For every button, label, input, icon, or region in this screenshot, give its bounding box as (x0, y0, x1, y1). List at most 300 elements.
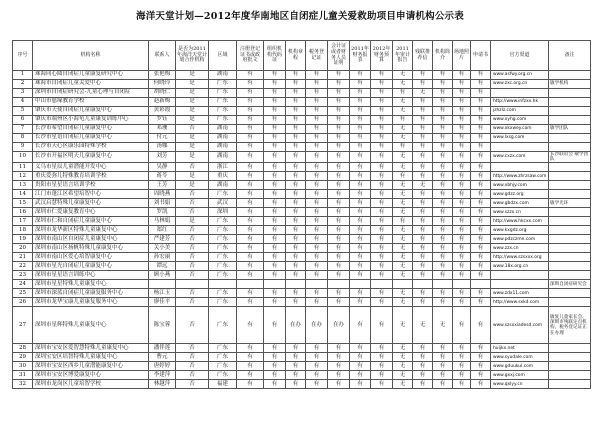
doc-check (393, 280, 413, 289)
header-seq: 序号 (13, 41, 33, 71)
doc-check: 有 (264, 71, 286, 80)
row-seq: 31 (13, 371, 33, 380)
table-row (13, 353, 591, 362)
doc-check (306, 280, 328, 289)
doc-check: 有 (453, 199, 471, 208)
remark (549, 371, 591, 380)
region: 广东 (209, 107, 237, 116)
remark: 敏学机构 (549, 80, 591, 89)
doc-check: 有 (433, 80, 453, 89)
doc-check: 有 (237, 362, 264, 371)
official-channel (491, 280, 549, 289)
doc-check: 有 (264, 80, 286, 89)
partner-flag: 是 (176, 134, 209, 143)
doc-check: 有 (413, 235, 433, 244)
doc-check: 有 (237, 307, 264, 344)
doc-check: 有 (264, 208, 286, 217)
partner-flag: 是 (176, 181, 209, 190)
partner-flag: 是 (176, 172, 209, 181)
doc-check: 有 (350, 271, 371, 280)
org-name: 重庆爱弥儿特殊教育培训学校 (33, 172, 149, 181)
official-channel: www.xkxwey.com (491, 125, 549, 134)
doc-check: 有 (237, 199, 264, 208)
doc-check: 有 (413, 143, 433, 152)
remark: 敏复儿童家长会、深圳市残联定点机构，税务登记证正在办理 (549, 307, 591, 344)
doc-check: 在办 (286, 307, 306, 344)
doc-check: 有 (433, 353, 453, 362)
doc-check: 有 (471, 199, 491, 208)
remark (549, 298, 591, 307)
doc-check: 有 (237, 143, 264, 152)
doc-check: 有 (433, 208, 453, 217)
remark (549, 217, 591, 226)
partner-flag: 否 (176, 125, 209, 134)
table-row (13, 71, 591, 80)
doc-check: 有 (237, 253, 264, 262)
doc-check: 有 (237, 152, 264, 163)
official-channel: www.qxlyy.cn (491, 380, 549, 389)
doc-check: 有 (328, 89, 350, 98)
org-name: 武汉启慧特殊儿童康复中心 (33, 199, 149, 208)
doc-check: 有 (306, 143, 328, 152)
official-channel: www.zxc.org.cn (491, 80, 549, 89)
official-channel: http://www.szsxxx.org (491, 253, 549, 262)
remark: 敏学团队 (549, 125, 591, 134)
contact-name: 杨江玉 (149, 289, 176, 298)
org-name: 长沙市天心区康乐园特殊学校 (33, 143, 149, 152)
region: 湖南 (209, 134, 237, 143)
doc-check: 有 (371, 289, 393, 298)
org-name: 深圳市星辉特殊儿童康复中心 (33, 307, 149, 344)
contact-name: 张艳梅 (149, 71, 176, 80)
remark (549, 143, 591, 152)
region: 广东 (209, 271, 237, 280)
doc-check: 有 (433, 98, 453, 107)
doc-check: 有 (453, 298, 471, 307)
doc-check: 有 (328, 344, 350, 353)
header-charter: 机构章程 (286, 41, 306, 71)
doc-check: 有 (264, 380, 286, 389)
remark: 敏学光环 (549, 199, 591, 208)
doc-check: 有 (286, 262, 306, 271)
row-seq: 32 (13, 380, 33, 389)
doc-check: 有 (393, 217, 413, 226)
doc-check: 有 (350, 71, 371, 80)
table-row (13, 208, 591, 217)
doc-check: 有 (286, 208, 306, 217)
doc-check: 有 (264, 199, 286, 208)
contact-name: 廖佳平 (149, 298, 176, 307)
doc-check: 有 (371, 307, 393, 344)
contact-name: 蒋苓 (149, 172, 176, 181)
doc-check: 有 (286, 98, 306, 107)
header-tax-reg: 税务登记证 (306, 41, 328, 71)
remark (549, 181, 591, 190)
doc-check: 有 (433, 190, 453, 199)
partner-flag: 否 (176, 235, 209, 244)
doc-check: 有 (237, 71, 264, 80)
doc-check: 有 (328, 217, 350, 226)
row-seq: 13 (13, 181, 33, 190)
doc-check: 有 (371, 80, 393, 89)
doc-check: 无 (393, 289, 413, 298)
region: 广东 (209, 89, 237, 98)
contact-name: 孙宏丽 (149, 253, 176, 262)
doc-check: 有 (264, 362, 286, 371)
doc-check: 有 (471, 262, 491, 271)
doc-check: 无 (393, 152, 413, 163)
doc-check: 有 (433, 134, 453, 143)
doc-check: 有 (371, 208, 393, 217)
doc-check: 有 (471, 371, 491, 380)
doc-check: 有 (433, 289, 453, 298)
table-row (13, 163, 591, 172)
org-name: 深圳市南山区爱心培智康复中心 (33, 253, 149, 262)
partner-flag: 否 (176, 371, 209, 380)
official-channel: www.zzx.cn (491, 244, 549, 253)
org-name: 江门市蓬江区希望培智中心 (33, 190, 149, 199)
official-channel: www.asfwy.org.cn (491, 71, 549, 80)
doc-check: 有 (413, 244, 433, 253)
doc-check: 有 (413, 362, 433, 371)
remark (549, 271, 591, 280)
official-channel: www.zdx11.com (491, 289, 549, 298)
doc-check: 有 (237, 271, 264, 280)
doc-check: 有 (286, 235, 306, 244)
doc-check: 有 (237, 163, 264, 172)
contact-name: 何晓玲 (149, 80, 176, 89)
remark (549, 289, 591, 298)
doc-check: 有 (350, 116, 371, 125)
row-seq: 19 (13, 235, 33, 244)
region (209, 280, 237, 289)
doc-check: 无 (393, 380, 413, 389)
doc-check: 有 (453, 253, 471, 262)
org-name: 深圳市仁和自闭症儿童康复中心 (33, 217, 149, 226)
table-row (13, 289, 591, 298)
official-channel: www.cxzx.com (491, 152, 549, 163)
doc-check: 有 (453, 98, 471, 107)
doc-check: 有 (264, 143, 286, 152)
region: 浙江 (209, 163, 237, 172)
doc-check: 有 (433, 89, 453, 98)
doc-check: 无 (393, 353, 413, 362)
partner-flag: 是 (176, 143, 209, 152)
doc-check: 有 (328, 143, 350, 152)
doc-check: 有 (350, 253, 371, 262)
doc-check: 有 (286, 298, 306, 307)
partner-flag: 否 (176, 307, 209, 344)
doc-check: 有 (350, 98, 371, 107)
header-intro: 机构简介 (433, 41, 453, 71)
doc-check: 有 (433, 163, 453, 172)
doc-check: 有 (286, 89, 306, 98)
doc-check: 无 (393, 235, 413, 244)
doc-check: 有 (453, 172, 471, 181)
doc-check: 有 (433, 71, 453, 80)
row-seq: 28 (13, 344, 33, 353)
doc-check: 有 (413, 344, 433, 353)
header-accountant: 会计证或者财务人员证明 (328, 41, 350, 71)
doc-check: 无 (393, 190, 413, 199)
doc-check: 无 (393, 107, 413, 116)
official-channel: www.kxgdz.org (491, 226, 549, 235)
doc-check: 有 (306, 371, 328, 380)
official-channel: www.gxxj.com (491, 371, 549, 380)
doc-check (433, 280, 453, 289)
header-row (13, 41, 591, 71)
doc-check: 有 (306, 344, 328, 353)
org-name: 深圳市深蓝自闭症儿童康复服务中心 (33, 289, 149, 298)
doc-check: 有 (264, 125, 286, 134)
doc-check: 有 (350, 134, 371, 143)
contact-name: 吴静 (149, 163, 176, 172)
contact-name: 林越萍 (149, 380, 176, 389)
region: 广东 (209, 116, 237, 125)
doc-check: 有 (471, 289, 491, 298)
contact-name: 谭远 (149, 262, 176, 271)
doc-check: 有 (471, 134, 491, 143)
region: 深圳 (209, 208, 237, 217)
doc-check: 无 (393, 134, 413, 143)
doc-check: 有 (471, 226, 491, 235)
partner-flag: 否 (176, 298, 209, 307)
contact-name: 胡晓仁 (149, 89, 176, 98)
doc-check: 有 (328, 190, 350, 199)
remark (549, 380, 591, 389)
doc-check: 有 (471, 380, 491, 389)
doc-check: 无 (393, 371, 413, 380)
org-name: 深圳市南山区扬帆特殊儿童康复中心 (33, 244, 149, 253)
doc-check: 无 (393, 163, 413, 172)
doc-check: 有 (306, 217, 328, 226)
org-name: 深圳市龙华宝康儿童康复服务中心 (33, 298, 149, 307)
doc-check: 无 (393, 208, 413, 217)
contact-name: 严建芳 (149, 235, 176, 244)
partner-flag: 否 (176, 344, 209, 353)
doc-check: 有 (264, 226, 286, 235)
doc-check: 有 (371, 226, 393, 235)
table-row (13, 89, 591, 98)
doc-check: 有 (286, 271, 306, 280)
doc-check: 有 (371, 190, 393, 199)
doc-check: 有 (328, 152, 350, 163)
table-row (13, 143, 591, 152)
doc-check: 有 (350, 307, 371, 344)
official-channel (491, 89, 549, 98)
contact-name: 邓珊 (149, 125, 176, 134)
doc-check: 无 (393, 226, 413, 235)
doc-check: 有 (237, 172, 264, 181)
table-row (13, 298, 591, 307)
row-seq: 24 (13, 280, 33, 289)
official-channel (491, 271, 549, 280)
doc-check: 有 (413, 116, 433, 125)
doc-check: 有 (286, 344, 306, 353)
region: 广东 (209, 235, 237, 244)
doc-check: 有 (433, 217, 453, 226)
doc-check: 有 (350, 262, 371, 271)
header-2011-audit: 2011年审计报告 (393, 41, 413, 71)
doc-check: 有 (306, 253, 328, 262)
region: 武汉 (209, 199, 237, 208)
table-row (13, 235, 591, 244)
doc-check: 有 (371, 244, 393, 253)
doc-check: 有 (306, 125, 328, 134)
row-seq: 8 (13, 134, 33, 143)
org-name: 深圳宝安区培智特殊儿童康复中心 (33, 353, 149, 362)
row-seq: 10 (13, 152, 33, 163)
region: 湖南 (209, 152, 237, 163)
doc-check: 有 (371, 143, 393, 152)
contact-name: 付元 (149, 134, 176, 143)
doc-check: 有 (286, 199, 306, 208)
doc-check: 有 (286, 244, 306, 253)
official-channel: www.szzx.cn (491, 208, 549, 217)
official-channel: www.gduukul.com (491, 362, 549, 371)
partner-flag: 否 (176, 199, 209, 208)
doc-check: 无 (393, 125, 413, 134)
doc-check: 有 (264, 190, 286, 199)
doc-check: 有 (306, 380, 328, 389)
doc-check: 有 (453, 116, 471, 125)
doc-check: 有 (471, 71, 491, 80)
header-remark: 备注 (549, 41, 591, 71)
doc-check: 有 (453, 362, 471, 371)
doc-check: 有 (264, 371, 286, 380)
doc-check: 有 (453, 344, 471, 353)
region: 广东 (209, 253, 237, 262)
remark (549, 226, 591, 235)
doc-check: 有 (306, 271, 328, 280)
org-name: 珠海市自闭症儿童关爱中心 (33, 80, 149, 89)
doc-check: 有 (264, 235, 286, 244)
doc-check: 有 (328, 71, 350, 80)
doc-check: 有 (433, 152, 453, 163)
doc-check: 有 (328, 107, 350, 116)
doc-check (328, 280, 350, 289)
remark: 深圳自闭症研究会 (549, 280, 591, 289)
row-seq: 1 (13, 71, 33, 80)
table-row (13, 226, 591, 235)
doc-check: 有 (453, 208, 471, 217)
official-channel: www.xbhjy.com (491, 181, 549, 190)
doc-check: 有 (453, 143, 471, 152)
doc-check: 有 (237, 244, 264, 253)
doc-check: 有 (471, 152, 491, 163)
doc-check: 有 (433, 253, 453, 262)
doc-check: 有 (237, 371, 264, 380)
contact-name: 汤娜 (149, 143, 176, 152)
doc-check: 有 (371, 253, 393, 262)
row-seq: 2 (13, 80, 33, 89)
doc-check: 无 (413, 181, 433, 190)
table-body (13, 71, 591, 389)
doc-check: 有 (350, 89, 371, 98)
doc-check: 有 (453, 271, 471, 280)
partner-flag (176, 280, 209, 289)
org-name: 深圳市仁爱康复教育中心 (33, 208, 149, 217)
doc-check: 有 (413, 271, 433, 280)
doc-check: 有 (264, 289, 286, 298)
row-seq: 15 (13, 199, 33, 208)
doc-check: 有 (453, 152, 471, 163)
doc-check: 有 (237, 80, 264, 89)
table-header (13, 41, 591, 71)
remark (549, 116, 591, 125)
doc-check: 有 (453, 307, 471, 344)
doc-check: 有 (306, 107, 328, 116)
doc-check (371, 280, 393, 289)
doc-check: 有 (306, 226, 328, 235)
doc-check: 有 (286, 134, 306, 143)
doc-check: 有 (350, 235, 371, 244)
doc-check: 有 (371, 298, 393, 307)
contact-name: 曹元 (149, 353, 176, 362)
partner-flag: 否 (176, 271, 209, 280)
doc-check: 有 (350, 181, 371, 190)
region: 广东 (209, 80, 237, 89)
contact-name: 黄彩霞 (149, 107, 176, 116)
contact-name: 关小美 (149, 244, 176, 253)
doc-check: 无 (393, 199, 413, 208)
doc-check (413, 280, 433, 289)
doc-check: 有 (264, 353, 286, 362)
doc-check: 有 (413, 172, 433, 181)
contact-name: 李建萍 (149, 371, 176, 380)
partner-flag: 是 (176, 217, 209, 226)
org-name: 长沙市希望自闭症儿童康复中心 (33, 125, 149, 134)
doc-check: 有 (306, 362, 328, 371)
doc-check: 有 (264, 116, 286, 125)
doc-check: 有 (471, 235, 491, 244)
doc-check: 有 (264, 244, 286, 253)
doc-check: 有 (350, 217, 371, 226)
doc-check: 有 (306, 134, 328, 143)
doc-check: 有 (237, 235, 264, 244)
doc-check: 有 (413, 107, 433, 116)
official-channel: huijkx.net (491, 344, 549, 353)
row-seq: 21 (13, 253, 33, 262)
doc-check: 有 (433, 172, 453, 181)
doc-check: 无 (393, 344, 413, 353)
doc-check: 有 (471, 98, 491, 107)
row-seq: 27 (13, 307, 33, 344)
partner-flag: 是 (176, 80, 209, 89)
doc-check: 有 (413, 134, 433, 143)
contact-name: 唐婷婷 (149, 362, 176, 371)
doc-check: 有 (471, 271, 491, 280)
doc-check: 有 (471, 208, 491, 217)
doc-check: 有 (453, 107, 471, 116)
region: 广东 (209, 244, 237, 253)
doc-check: 有 (306, 172, 328, 181)
partner-flag: 否 (176, 380, 209, 389)
remark (549, 344, 591, 353)
doc-check: 有 (237, 262, 264, 271)
doc-check: 有 (237, 98, 264, 107)
doc-check: 有 (453, 244, 471, 253)
doc-check: 有 (413, 98, 433, 107)
doc-check: 有 (413, 199, 433, 208)
table-row (13, 380, 591, 389)
contact-name: 周晓燕 (149, 190, 176, 199)
region: 广东 (209, 362, 237, 371)
doc-check: 有 (413, 217, 433, 226)
doc-check: 有 (328, 253, 350, 262)
header-official-channel: 官方渠道 (491, 41, 549, 71)
doc-check: 有 (237, 217, 264, 226)
